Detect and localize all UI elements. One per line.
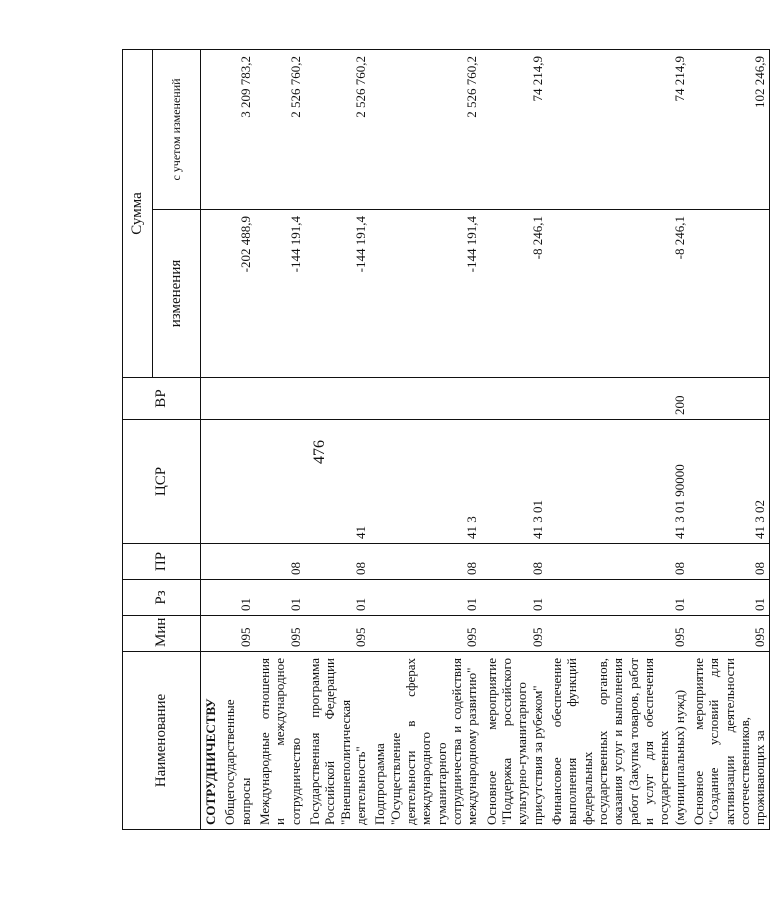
cell-total: 2 526 760,2 [255, 49, 305, 209]
table-row [305, 49, 370, 829]
cell-min: 095 [305, 616, 370, 652]
header-sum-group: Сумма [123, 49, 153, 377]
table-header [123, 49, 201, 829]
cell-rz: 01 [220, 580, 255, 616]
cell-total: 102 246,9 [689, 49, 770, 209]
header-name: Наименование [123, 652, 201, 830]
cell-rz: 01 [547, 580, 689, 616]
cell-name: Финансовое обеспечение выполнения функций федеральных государственных органов, оказания услуг и выполнения работ (Закупка товаров, работ и услуг для обеспечения государственных (муниципальных) нужд) [547, 652, 689, 830]
cell-vr [689, 378, 770, 420]
cell-pr: 08 [482, 544, 547, 580]
cell-rz: 01 [482, 580, 547, 616]
section-title: СОТРУДНИЧЕСТВУ [201, 652, 221, 830]
cell-name: Подпрограмма "Осуществление деятельности в сферах международного гуманитарного сотрудничества и содействия международному развитию" [370, 652, 481, 830]
table-row [220, 49, 255, 829]
cell-min: 095 [547, 616, 689, 652]
cell-vr [370, 378, 481, 420]
budget-table [122, 49, 770, 830]
cell-rz: 01 [305, 580, 370, 616]
cell-name: Международные отношения и международное сотрудничество [255, 652, 305, 830]
cell-change: -144 191,4 [255, 210, 305, 378]
header-rz: Рз [123, 580, 201, 616]
cell-vr [305, 378, 370, 420]
cell-csr [255, 420, 305, 544]
cell-min: 095 [370, 616, 481, 652]
table-row [482, 49, 547, 829]
cell-min: 095 [689, 616, 770, 652]
cell-change [689, 210, 770, 378]
header-min: Мин [123, 616, 201, 652]
cell-rz: 01 [370, 580, 481, 616]
table-body [201, 49, 770, 829]
table-row [255, 49, 305, 829]
cell-min: 095 [255, 616, 305, 652]
cell-change: -144 191,4 [305, 210, 370, 378]
cell-rz: 01 [255, 580, 305, 616]
cell-change: -202 488,9 [220, 210, 255, 378]
cell-min: 095 [220, 616, 255, 652]
header-vr: ВР [123, 378, 201, 420]
cell-total: 2 526 760,2 [370, 49, 481, 209]
cell-vr [482, 378, 547, 420]
cell-pr [220, 544, 255, 580]
cell-name: Основное мероприятие "Поддержка российского культурно-гуманитарного присутствия за рубежом" [482, 652, 547, 830]
table-row [689, 49, 770, 829]
cell-pr: 08 [547, 544, 689, 580]
cell-total: 74 214,9 [547, 49, 689, 209]
budget-table-rotated [122, 50, 768, 830]
cell-name: Государственная программа Российской Федерации "Внешнеполитическая деятельность" [305, 652, 370, 830]
header-pr: ПР [123, 544, 201, 580]
cell-csr: 41 3 [370, 420, 481, 544]
header-with-changes: с учетом изменений [153, 49, 201, 209]
table-row [547, 49, 689, 829]
cell-change: -8 246,1 [482, 210, 547, 378]
cell-pr: 08 [689, 544, 770, 580]
cell-total: 2 526 760,2 [305, 49, 370, 209]
header-change: изменения [153, 210, 201, 378]
cell-pr: 08 [305, 544, 370, 580]
page-number: 476 [311, 440, 328, 464]
cell-pr: 08 [370, 544, 481, 580]
cell-vr: 200 [547, 378, 689, 420]
cell-csr: 41 3 01 90000 [547, 420, 689, 544]
cell-csr [220, 420, 255, 544]
cell-pr: 08 [255, 544, 305, 580]
cell-rz: 01 [689, 580, 770, 616]
section-row [201, 49, 221, 829]
cell-name: Основное мероприятие "Создание условий для активизации деятельности соотечественников, проживающих за [689, 652, 770, 830]
cell-vr [255, 378, 305, 420]
cell-csr: 41 3 01 [482, 420, 547, 544]
cell-change: -144 191,4 [370, 210, 481, 378]
cell-csr: 41 3 02 [689, 420, 770, 544]
cell-csr: 41 [305, 420, 370, 544]
cell-vr [220, 378, 255, 420]
cell-change: -8 246,1 [547, 210, 689, 378]
cell-total: 74 214,9 [482, 49, 547, 209]
cell-total: 3 209 783,2 [220, 49, 255, 209]
cell-name: Общегосударственные вопросы [220, 652, 255, 830]
table-row [370, 49, 481, 829]
header-csr: ЦСР [123, 420, 201, 544]
cell-min: 095 [482, 616, 547, 652]
